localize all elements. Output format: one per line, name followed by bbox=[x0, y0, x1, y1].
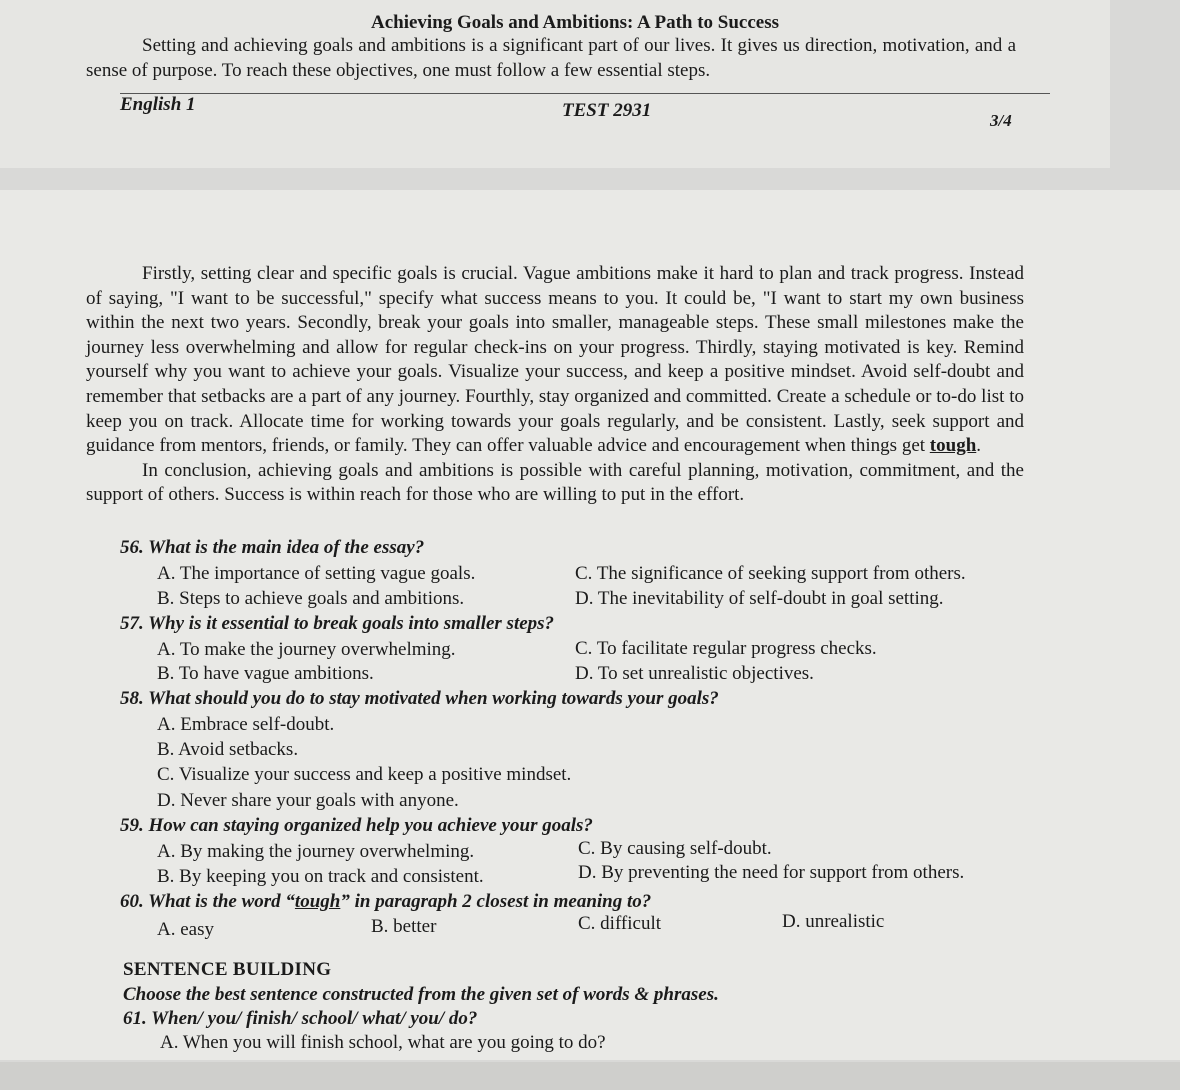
question-61-option-a[interactable]: A. When you will finish school, what are you going to do? bbox=[160, 1032, 606, 1053]
header-divider bbox=[120, 93, 1050, 94]
question-57-option-a[interactable]: A. To make the journey overwhelming. bbox=[157, 639, 456, 660]
question-58-stem: 58. What should you do to stay motivated when working towards your goals? bbox=[120, 688, 719, 709]
question-59-option-c[interactable]: C. By causing self-doubt. bbox=[578, 838, 772, 859]
question-56-option-b[interactable]: B. Steps to achieve goals and ambitions. bbox=[157, 588, 465, 609]
question-56-option-c[interactable]: C. The significance of seeking support from others. bbox=[575, 563, 966, 584]
essay-title: Achieving Goals and Ambitions: A Path to Success bbox=[370, 12, 780, 33]
question-58-option-d[interactable]: D. Never share your goals with anyone. bbox=[157, 790, 459, 811]
question-61-stem: 61. When/ you/ finish/ school/ what/ you/ do? bbox=[123, 1008, 478, 1029]
passage-paragraph-1 bbox=[86, 262, 1024, 459]
page-number: 3/4 bbox=[990, 111, 1012, 130]
question-58-option-b[interactable]: B. Avoid setbacks. bbox=[157, 739, 299, 760]
question-57-stem: 57. Why is it essential to break goals into smaller steps? bbox=[120, 613, 555, 634]
question-60-stem-end: ” in paragraph 2 closest in meaning to? bbox=[340, 891, 652, 912]
question-60-word: tough bbox=[294, 891, 341, 912]
question-60-stem bbox=[120, 891, 651, 913]
question-56-option-d[interactable]: D. The inevitability of self-doubt in goal setting. bbox=[575, 588, 944, 609]
subject-label: English 1 bbox=[120, 94, 196, 115]
passage-paragraph-2: In conclusion, achieving goals and ambitions is possible with careful planning, motivation, commitment, and the support of others. Success is within reach for those who are willing to put in the effort. bbox=[86, 459, 1024, 506]
question-56-option-a[interactable]: A. The importance of setting vague goals. bbox=[157, 563, 476, 584]
question-60-option-b[interactable]: B. better bbox=[371, 916, 437, 937]
page-edge bbox=[0, 1062, 1180, 1090]
passage bbox=[86, 262, 1024, 508]
question-58-option-c[interactable]: C. Visualize your success and keep a positive mindset. bbox=[157, 764, 572, 785]
question-57-option-d[interactable]: D. To set unrealistic objectives. bbox=[575, 663, 814, 684]
question-59-option-b[interactable]: B. By keeping you on track and consistent. bbox=[157, 866, 484, 887]
intro-paragraph: Setting and achieving goals and ambitions is a significant part of our lives. It gives us direction, motivation, and a sense of purpose. To reach these objectives, one must follow a few essential steps. bbox=[86, 35, 1016, 81]
question-60-stem-start: 60. What is the word “ bbox=[120, 891, 295, 912]
question-57-option-b[interactable]: B. To have vague ambitions. bbox=[157, 663, 374, 684]
question-58-option-a[interactable]: A. Embrace self-doubt. bbox=[157, 714, 335, 735]
question-60-option-d[interactable]: D. unrealistic bbox=[782, 911, 885, 932]
question-59-stem: 59. How can staying organized help you achieve your goals? bbox=[120, 815, 593, 836]
test-label: TEST 2931 bbox=[562, 100, 652, 121]
passage-paragraph-1-end: . bbox=[976, 435, 982, 457]
question-56-stem: 56. What is the main idea of the essay? bbox=[120, 537, 425, 558]
question-59-option-a[interactable]: A. By making the journey overwhelming. bbox=[157, 841, 475, 862]
section-instruction: Choose the best sentence constructed from the given set of words & phrases. bbox=[123, 984, 719, 1005]
question-57-option-c[interactable]: C. To facilitate regular progress checks. bbox=[575, 638, 877, 659]
section-title: SENTENCE BUILDING bbox=[123, 959, 332, 980]
passage-paragraph-1-text: Firstly, setting clear and specific goals is crucial. Vague ambitions make it hard to plan and track progress. Instead of saying, "I want to be successful," specify what success means to you. It could be, "I want to start my own business within the next two years. Secondly, break your goals into smaller, manageable steps. These small milestones make the journey less overwhelming and allow for regular check-ins on your progress. Thirdly, staying motivated is key. Remind yourself why you want to achieve your goals. Visualize your success, and keep a positive mindset. Avoid self-doubt and remember that setbacks are a part of any journey. Fourthly, stay organized and committed. Create a schedule or to-do list to keep you on track. Allocate time for working towards your goals regularly, and be consistent. Lastly, seek support and guidance from mentors, friends, or family. They can offer valuable advice and encouragement when things get bbox=[86, 263, 1024, 457]
question-59-option-d[interactable]: D. By preventing the need for support from others. bbox=[578, 862, 965, 883]
question-60-option-a[interactable]: A. easy bbox=[157, 919, 214, 940]
question-60-option-c[interactable]: C. difficult bbox=[578, 913, 662, 934]
highlighted-word-tough: tough bbox=[929, 435, 977, 457]
